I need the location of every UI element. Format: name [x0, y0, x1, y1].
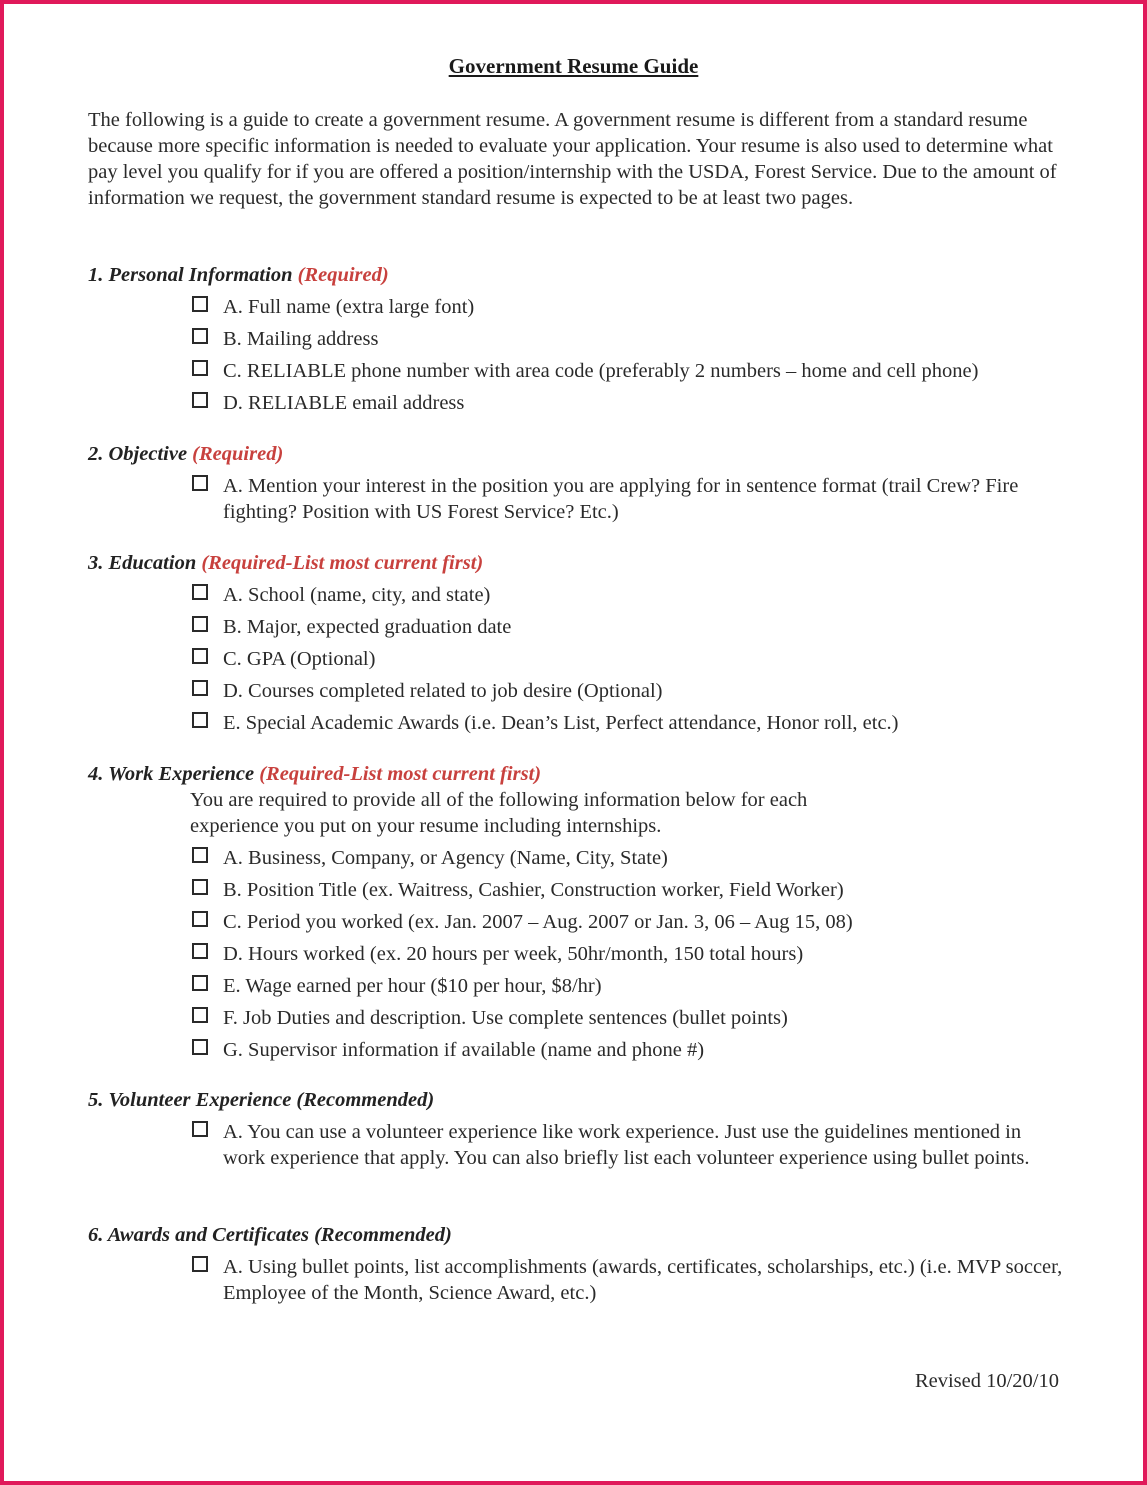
checkbox[interactable]: [192, 648, 208, 664]
checklist-item-text: G. Supervisor information if available (name and phone #): [223, 1039, 705, 1061]
required-tag: (Required-List most current first): [201, 552, 484, 574]
checklist-item: [88, 582, 1068, 608]
checklist-item: [88, 710, 1068, 736]
section-education: [88, 550, 1068, 736]
checklist-item-text: C. RELIABLE phone number with area code (preferably 2 numbers – home and cell phone): [223, 360, 979, 382]
section-heading-text: 2. Objective: [88, 443, 188, 465]
checklist-item-text: E. Special Academic Awards (i.e. Dean’s List, Perfect attendance, Honor roll, etc.): [223, 712, 899, 734]
checklist: [88, 473, 1068, 525]
section-awards-and-certificates: [88, 1222, 1068, 1306]
checklist-item: [88, 1005, 1068, 1031]
checkbox[interactable]: [192, 680, 208, 696]
checklist-item: [88, 1119, 1068, 1171]
checklist-item: [88, 390, 1068, 416]
checkbox[interactable]: [192, 1039, 208, 1055]
section-heading: [88, 262, 1068, 288]
required-tag: (Required-List most current first): [259, 763, 542, 785]
section-heading-text: 4. Work Experience: [88, 763, 255, 785]
checkbox[interactable]: [192, 712, 208, 728]
checklist-item-text: B. Position Title (ex. Waitress, Cashier, Construction worker, Field Worker): [223, 879, 844, 901]
checklist: [88, 294, 1068, 416]
checklist-item-text: A. School (name, city, and state): [223, 584, 491, 606]
checkbox[interactable]: [192, 328, 208, 344]
checkbox[interactable]: [192, 392, 208, 408]
checklist-item: [88, 473, 1068, 525]
checklist-item-text: C. GPA (Optional): [223, 648, 376, 670]
section-objective: [88, 441, 1068, 525]
section-heading-text: 1. Personal Information: [88, 264, 293, 286]
section-heading: [88, 1087, 1068, 1113]
checklist-item: [88, 1037, 1068, 1063]
section-heading: [88, 441, 1068, 467]
intro-paragraph: The following is a guide to create a government resume. A government resume is different from a standard resume because more specific information is needed to evaluate your application. Your resume is also used to determine what pay level you qualify for if you are offered a position/internship with the USDA, Forest Service. Due to the amount of information we request, the government standard resume is expected to be at least two pages.: [88, 109, 1057, 209]
checkbox[interactable]: [192, 879, 208, 895]
section-personal-information: [88, 262, 1068, 416]
checklist-item: [88, 646, 1068, 672]
checklist-item: [88, 973, 1068, 999]
section-volunteer-experience: [88, 1087, 1068, 1171]
checkbox[interactable]: [192, 1121, 208, 1137]
checklist-item: [88, 845, 1068, 871]
checklist-item: [88, 909, 1068, 935]
checklist-item: [88, 614, 1068, 640]
section-heading: [88, 550, 1068, 576]
section-work-experience: [88, 761, 1068, 1063]
checklist: [88, 1254, 1068, 1306]
checklist-item: [88, 678, 1068, 704]
section-heading-text: 5. Volunteer Experience (Recommended): [88, 1089, 435, 1111]
checkbox[interactable]: [192, 975, 208, 991]
checkbox[interactable]: [192, 475, 208, 491]
checklist-item: [88, 358, 1068, 384]
checklist: [88, 845, 1068, 1063]
checklist-item-text: A. Mention your interest in the position you are applying for in sentence format (trail Crew? Fire fighting? Position with US Forest Service? Etc.): [223, 475, 1019, 523]
checklist-item-text: D. Courses completed related to job desire (Optional): [223, 680, 663, 702]
checklist-item: [88, 941, 1068, 967]
section-heading: [88, 1222, 1068, 1248]
checklist-item-text: A. Full name (extra large font): [223, 296, 475, 318]
checklist: [88, 1119, 1068, 1171]
checkbox[interactable]: [192, 911, 208, 927]
checkbox[interactable]: [192, 1007, 208, 1023]
section-heading: [88, 761, 1068, 787]
checklist-item-text: A. Business, Company, or Agency (Name, City, State): [223, 847, 668, 869]
checkbox[interactable]: [192, 847, 208, 863]
section-heading-text: 6. Awards and Certificates (Recommended): [88, 1224, 452, 1246]
checkbox[interactable]: [192, 296, 208, 312]
revision-date: Revised 10/20/10: [914, 1370, 1059, 1392]
checklist-item-text: A. Using bullet points, list accomplishments (awards, certificates, scholarships, etc.) (i.e. MVP soccer, Employee of the Month, Science Award, etc.): [223, 1256, 1063, 1304]
checkbox[interactable]: [192, 943, 208, 959]
checklist-item-text: E. Wage earned per hour ($10 per hour, $8/hr): [223, 975, 602, 997]
checklist-item: [88, 877, 1068, 903]
checklist-item-text: B. Mailing address: [223, 328, 379, 350]
checklist-item-text: B. Major, expected graduation date: [223, 616, 512, 638]
section-heading-text: 3. Education: [88, 552, 197, 574]
checklist-item-text: F. Job Duties and description. Use complete sentences (bullet points): [223, 1007, 788, 1029]
checkbox[interactable]: [192, 360, 208, 376]
required-tag: (Required): [297, 264, 389, 286]
checkbox[interactable]: [192, 1256, 208, 1272]
checklist: [88, 582, 1068, 736]
checklist-item: [88, 1254, 1068, 1306]
checklist-item-text: D. RELIABLE email address: [223, 392, 465, 414]
section-note: You are required to provide all of the following information below for each experience you put on your resume including internships.: [190, 789, 808, 837]
checklist-item: [88, 326, 1068, 352]
checklist-item: [88, 294, 1068, 320]
checklist-item-text: C. Period you worked (ex. Jan. 2007 – Aug. 2007 or Jan. 3, 06 – Aug 15, 08): [223, 911, 853, 933]
checkbox[interactable]: [192, 616, 208, 632]
document-title: Government Resume Guide: [448, 54, 699, 78]
checkbox[interactable]: [192, 584, 208, 600]
checklist-item-text: A. You can use a volunteer experience like work experience. Just use the guidelines mentioned in work experience that apply. You can also briefly list each volunteer experience using bullet points.: [223, 1121, 1030, 1169]
required-tag: (Required): [192, 443, 284, 465]
checklist-item-text: D. Hours worked (ex. 20 hours per week, 50hr/month, 150 total hours): [223, 943, 804, 965]
